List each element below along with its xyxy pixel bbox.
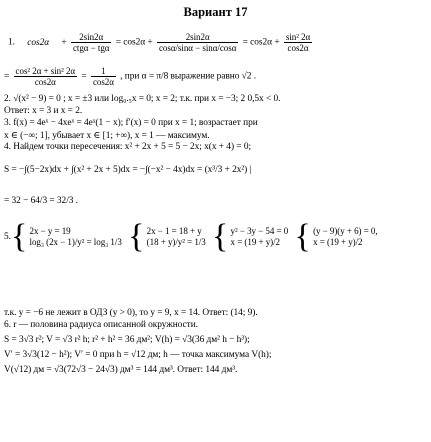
problem-6-line-4: V(√12) дм = √3(72√3 − 24√3) дм³ = 144 дм³. Ответ: 144 дм³.	[4, 365, 238, 375]
problem-5-systems: 5.{ 2x − y = 19 log₃ (2x − 1)/y² = log₃ 1/3 { 2x − 1 = 18 + y (18 + y)/y² = 1/3 { y² − 3y − 54 = 0 x = (19 + y)/2 { (y − 9)(y + 6) = 0, x = (19 + y)/2	[4, 218, 378, 255]
fraction-5: $\frac{1}{\cos 2\alpha}$	[92, 66, 114, 87]
problem-4-result: = 32 − 64/3 = 32/3 .	[4, 196, 78, 206]
problem-3-line-1: 3. f(x) = 4eˣ − 4xeˣ = 4eˣ(1 − x); f′(x) = 0 при x = 1; возрастает при	[4, 118, 258, 128]
problem-6-line-3: V′ = 3√3(12 − h²); V′ = 0 при h = √12 дм; h — точка максимума V(h);	[4, 350, 272, 360]
system-3: y² − 3y − 54 = 0 x = (19 + y)/2	[230, 226, 289, 247]
problem-1-line-1: 1. cos2α + $\frac{2\sin 2\alpha}{\text{ctgα − tgα}}$ = cos2α + $\frac{2\sin 2\alpha}{\cos\alpha/\sin\alpha - \sin\alpha/\cos\alpha}$ = cos2α + $\frac{\text{sin² 2α}}{\cos 2\alpha}$	[8, 32, 311, 53]
system-4: (y − 9)(y + 6) = 0, x = (19 + y)/2	[313, 226, 378, 247]
problem-1-number: 1.	[8, 37, 15, 48]
fraction-3: $\frac{\text{sin² 2α}}{\cos 2\alpha}$	[285, 32, 311, 53]
problem-4-line-1: 4. Найдем точки пересечения: x² + 2x + 5 = 5 − 2x; x(x + 4) = 0;	[4, 142, 252, 152]
problem-2-answer: Ответ: x = 3 и x = 2.	[4, 106, 83, 116]
fraction-4: $\frac{\text{cos² 2α + sin² 2α}}{\cos 2\alpha}$	[15, 66, 76, 87]
problem-1-condition: , при α = π/8 выражение равно √2 .	[120, 71, 256, 82]
expr-cos2a: cos2α	[27, 37, 50, 48]
system-1: 2x − y = 19 log₃ (2x − 1)/y² = log₃ 1/3	[29, 226, 122, 247]
fraction-1: $\frac{2\sin 2\alpha}{\text{ctgα − tgα}}$	[72, 32, 110, 53]
problem-1-line-2: = $\frac{\text{cos² 2α + sin² 2α}}{\cos 2\alpha}$ = $\frac{1}{\cos 2\alpha}$ , при α = π/8 выражение равно √2 .	[4, 66, 256, 87]
problem-6-line-2: S = 3√3 r²; V = √3 r² h; r² + h² = 36 дм²; V(h) = √3(36 дм² h − h³);	[4, 335, 250, 345]
problem-6-line-1: 6. r — половина радиуса описанной окружности.	[4, 320, 198, 330]
variant-title: Вариант 17	[183, 5, 248, 19]
problem-2-line-1: 2. √(x² − 9) = 0 ; x = ±3 или log₀.₅x = 0; x = 2; т.к. при x = −3; 2 0,5x < 0.	[4, 94, 281, 104]
fraction-2: $\frac{2\sin 2\alpha}{\cos\alpha/\sin\alpha - \sin\alpha/\cos\alpha}$	[158, 32, 237, 53]
problem-5-answer: т.к. y = −6 не лежит в ОДЗ (y > 0), то y = 9, x = 14. Ответ: (14; 9).	[4, 308, 258, 318]
problem-4-integral: S = −∫(5−2x)dx + ∫(x² + 2x + 5)dx = −∫(−x² − 4x)dx = (x³/3 + 2x²) |	[4, 165, 252, 175]
problem-3-line-2: x ∈ (−∞; 1], убывает x ∈ [1; +∞), x = 1 — максимум.	[4, 131, 210, 141]
system-2: 2x − 1 = 18 + y (18 + y)/y² = 1/3	[146, 226, 206, 247]
